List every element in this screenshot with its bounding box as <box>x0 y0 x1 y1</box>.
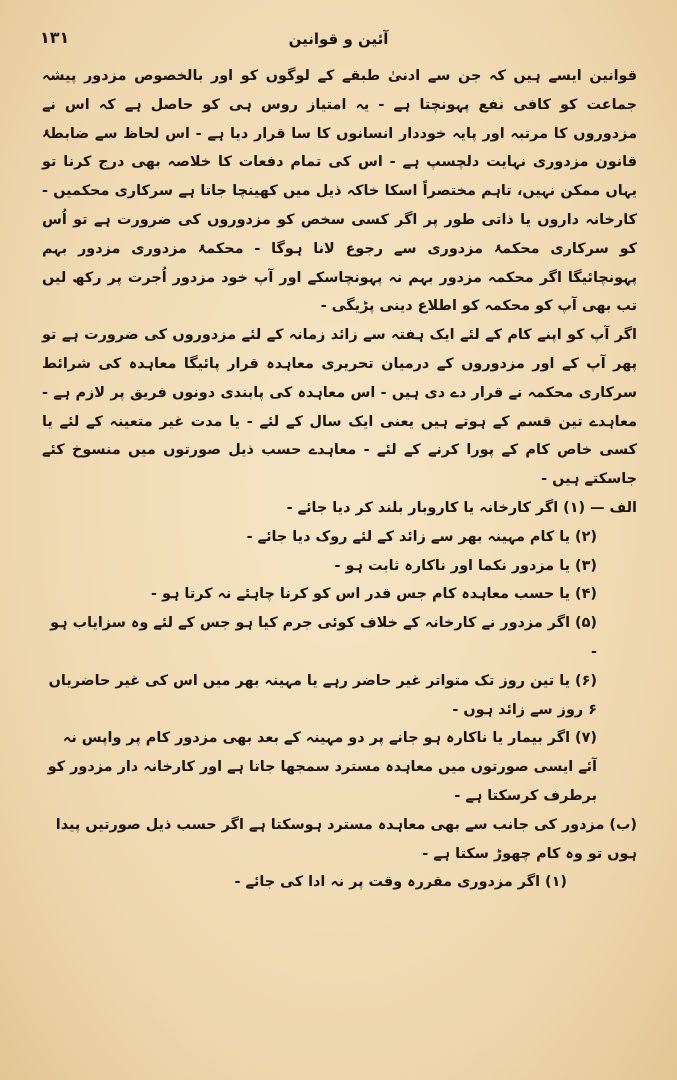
running-title: آئین و قوانین <box>288 30 389 48</box>
termination-conditions-b <box>42 811 637 897</box>
condition-a-2: (۲) یا کام مہینہ بھر سے زائد کے لئے روک دیا جائے - <box>246 528 597 545</box>
condition-b-intro: (ب) مزدور کی جانب سے بھی معاہدہ مسترد ہوسکتا ہے اگر حسب ذیل صورتیں پیدا ہوں تو وہ کام چھوڑ سکتا ہے - <box>55 816 637 862</box>
body-text <box>42 62 637 897</box>
condition-a-7: (۷) اگر بیمار یا ناکارہ ہو جانے پر دو مہینہ کے بعد بھی مزدور کام پر واپس نہ آئے ایسی صورتوں میں معاہدہ مسترد سمجھا جاتا ہے اور کارخانہ دار مزدور کو برطرف کرسکتا ہے - <box>47 730 597 804</box>
page-header <box>40 28 637 54</box>
termination-conditions-a <box>42 494 637 811</box>
condition-b-1: (۱) اگر مزدوری مقررہ وقت پر نہ ادا کی جائے - <box>234 874 567 891</box>
paragraph-contracts: اگر آپ کو اپنے کام کے لئے ایک ہفتہ سے زائد زمانہ کے لئے مزدوروں کی ضرورت ہے تو پھر آپ کے اور مزدوروں کے درمیان تحریری معاہدہ قرار پائیگا معاہدہ کی شرائط سرکاری محکمہ نے قرار دے دی ہیں - اس معاہدہ کی پابندی دونوں فریق پر لازم ہے - معاہدے تین قسم کے ہوتے ہیں یعنی ایک سال کے لئے - یا مدت غیر متعینہ کے لئے یا کسی خاص کام کے پورا کرنے کے لئے - معاہدے حسب ذیل صورتوں میں منسوخ کئے جاسکتے ہیں - <box>42 327 637 488</box>
condition-a-4: (۴) یا حسب معاہدہ کام جس قدر اس کو کرنا چاہئے نہ کرتا ہو - <box>150 586 597 603</box>
condition-a-6: (۶) یا تین روز تک متواتر غیر حاضر رہے یا مہینہ بھر میں اس کی غیر حاضریاں ۶ روز سے زائد ہوں - <box>48 672 597 718</box>
condition-a-5: (۵) اگر مزدور نے کارخانہ کے خلاف کوئی جرم کیا ہو جس کے لئے وہ سزایاب ہو - <box>50 615 597 660</box>
page-number: ۱۳۱ <box>40 28 70 47</box>
condition-a-1: الف — (۱) اگر کارخانہ یا کاروبار بلند کر دیا جائے - <box>286 499 637 516</box>
condition-a-3: (۳) یا مزدور نکما اور ناکارہ ثابت ہو - <box>334 557 597 574</box>
paragraph-intro: قوانین ایسے ہیں کہ جن سے ادنیٰ طبقے کے لوگوں کو اور بالخصوص مزدور پیشہ جماعت کو کافی نفع پہونچتا ہے - یہ امتیاز روس ہی کو حاصل ہے کہ اس نے مزدوروں کا مرتبہ اور پایہ خوددار انسانوں کا سا قرار دیا ہے - اس لحاظ سے ضابطۂ قانون مزدوری نہایت دلچسپ ہے - اس کی تمام دفعات کا خلاصہ بھی درج کرنا تو یہاں ممکن نہیں، تاہم مختصراً اسکا خاکہ ذیل میں کھینچا جاتا ہے سرکاری محکمیں - کارخانہ داروں یا ذاتی طور پر اگر کسی سخص کو مزدوروں کی ضرورت ہے تو اُس کو سرکاری محکمۂ مزدوری سے رجوع لانا ہوگا - محکمۂ مزدوری مزدور بہم پہونچائیگا اگر محکمہ مزدور بہم نہ پہونچاسکے اور آپ خود مزدور اُجرت پر رکھ لیں تب بھی آپ کو محکمہ کو اطلاع دینی پڑیگی - <box>42 68 637 315</box>
